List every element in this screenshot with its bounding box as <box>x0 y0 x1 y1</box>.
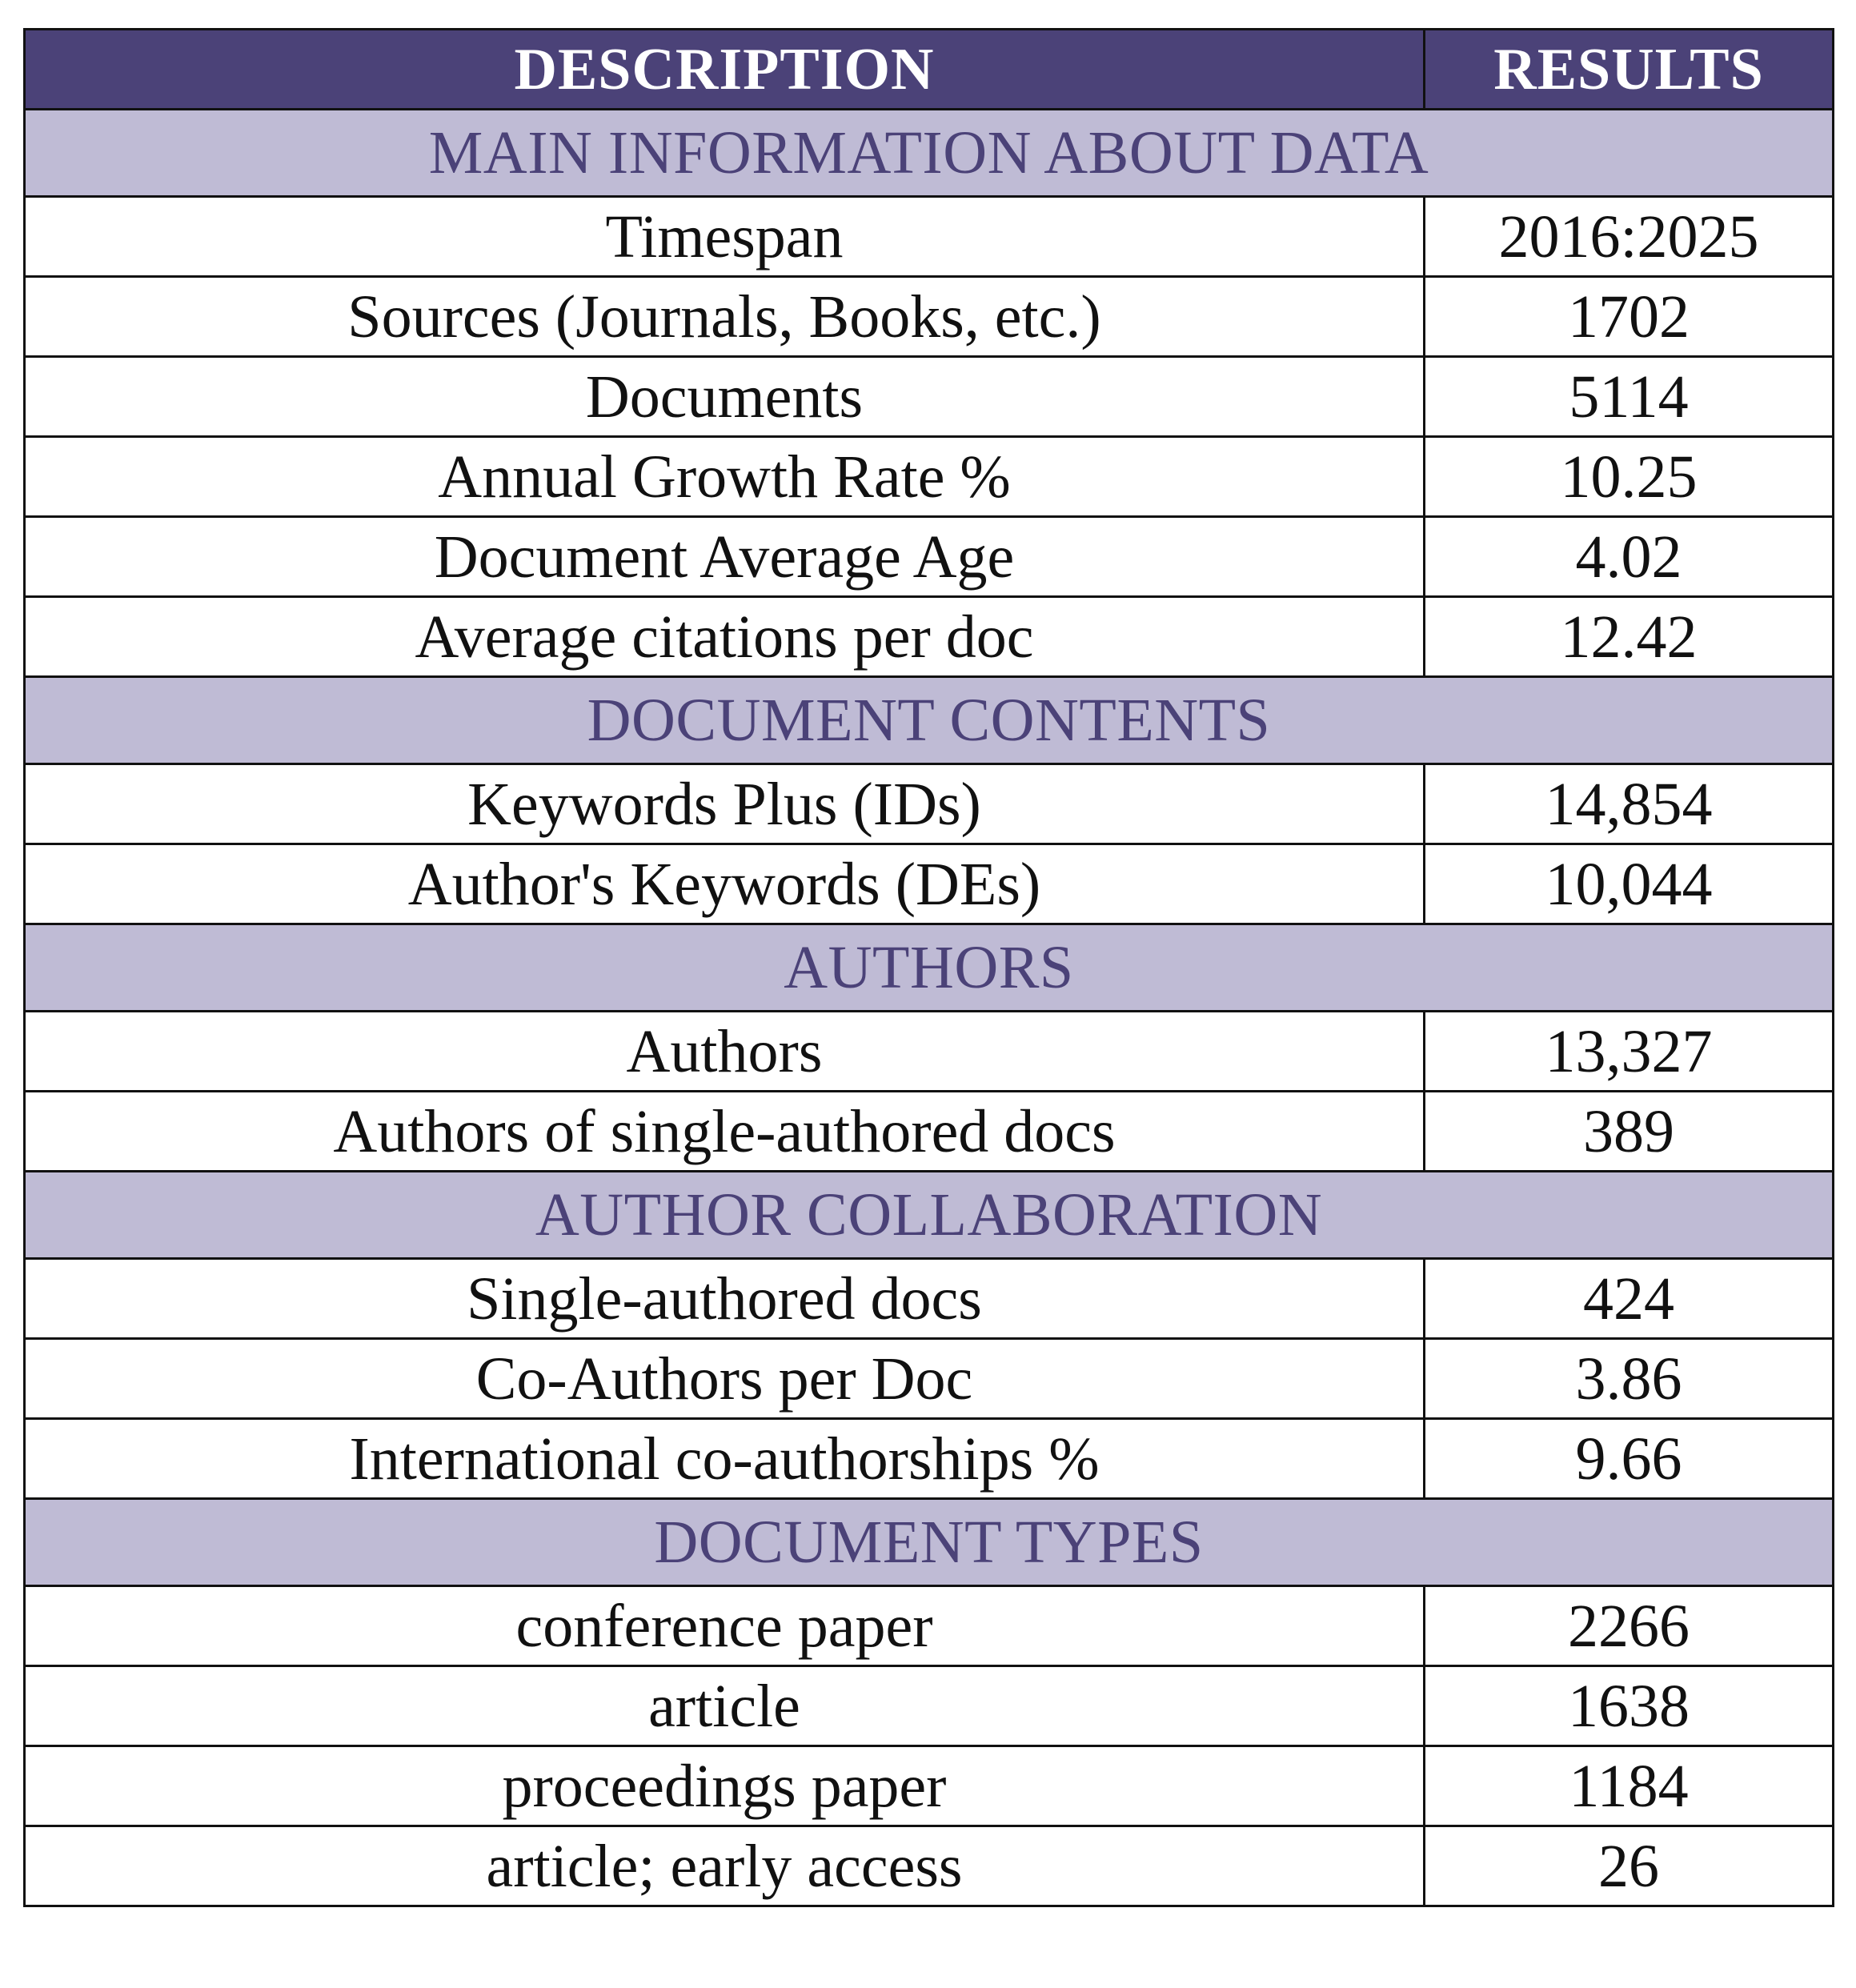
row-description: Document Average Age <box>25 517 1425 597</box>
section-row-document-contents <box>25 677 1834 764</box>
table-row <box>25 357 1834 437</box>
row-result: 26 <box>1425 1826 1834 1906</box>
header-row <box>25 30 1834 110</box>
row-result: 12.42 <box>1425 597 1834 677</box>
row-description: Timespan <box>25 197 1425 277</box>
row-description: article <box>25 1666 1425 1746</box>
row-description: Annual Growth Rate % <box>25 437 1425 517</box>
section-title: DOCUMENT TYPES <box>25 1499 1834 1586</box>
table-row <box>25 277 1834 357</box>
column-header-description: DESCRIPTION <box>25 30 1425 110</box>
summary-table-container <box>23 28 1832 1907</box>
table-row <box>25 197 1834 277</box>
row-description: Authors of single-authored docs <box>25 1092 1425 1172</box>
section-title: AUTHOR COLLABORATION <box>25 1172 1834 1259</box>
table-row <box>25 517 1834 597</box>
row-result: 1702 <box>1425 277 1834 357</box>
section-row-main-information <box>25 110 1834 197</box>
section-row-document-types <box>25 1499 1834 1586</box>
row-result: 10.25 <box>1425 437 1834 517</box>
table-row <box>25 1746 1834 1826</box>
table-row <box>25 1259 1834 1339</box>
row-description: article; early access <box>25 1826 1425 1906</box>
table-row <box>25 844 1834 924</box>
section-title: DOCUMENT CONTENTS <box>25 677 1834 764</box>
column-header-results: RESULTS <box>1425 30 1834 110</box>
row-result: 1184 <box>1425 1746 1834 1826</box>
section-title: MAIN INFORMATION ABOUT DATA <box>25 110 1834 197</box>
table-row <box>25 1419 1834 1499</box>
row-result: 424 <box>1425 1259 1834 1339</box>
row-result: 2016:2025 <box>1425 197 1834 277</box>
row-result: 3.86 <box>1425 1339 1834 1419</box>
row-result: 389 <box>1425 1092 1834 1172</box>
row-description: conference paper <box>25 1586 1425 1666</box>
row-result: 14,854 <box>1425 764 1834 844</box>
row-description: Co-Authors per Doc <box>25 1339 1425 1419</box>
section-row-author-collaboration <box>25 1172 1834 1259</box>
row-result: 2266 <box>1425 1586 1834 1666</box>
row-result: 9.66 <box>1425 1419 1834 1499</box>
section-title: AUTHORS <box>25 924 1834 1012</box>
row-description: Keywords Plus (IDs) <box>25 764 1425 844</box>
table-row <box>25 597 1834 677</box>
row-description: Author's Keywords (DEs) <box>25 844 1425 924</box>
summary-table <box>23 28 1834 1907</box>
section-row-authors <box>25 924 1834 1012</box>
row-description: Single-authored docs <box>25 1259 1425 1339</box>
row-result: 10,044 <box>1425 844 1834 924</box>
table-row <box>25 1339 1834 1419</box>
row-result: 4.02 <box>1425 517 1834 597</box>
table-row <box>25 1012 1834 1092</box>
row-description: proceedings paper <box>25 1746 1425 1826</box>
row-result: 5114 <box>1425 357 1834 437</box>
row-description: Authors <box>25 1012 1425 1092</box>
table-row <box>25 1586 1834 1666</box>
table-row <box>25 1826 1834 1906</box>
row-description: Documents <box>25 357 1425 437</box>
row-description: Sources (Journals, Books, etc.) <box>25 277 1425 357</box>
row-description: Average citations per doc <box>25 597 1425 677</box>
row-description: International co-authorships % <box>25 1419 1425 1499</box>
row-result: 1638 <box>1425 1666 1834 1746</box>
table-row <box>25 764 1834 844</box>
table-row <box>25 437 1834 517</box>
row-result: 13,327 <box>1425 1012 1834 1092</box>
table-row <box>25 1666 1834 1746</box>
table-row <box>25 1092 1834 1172</box>
